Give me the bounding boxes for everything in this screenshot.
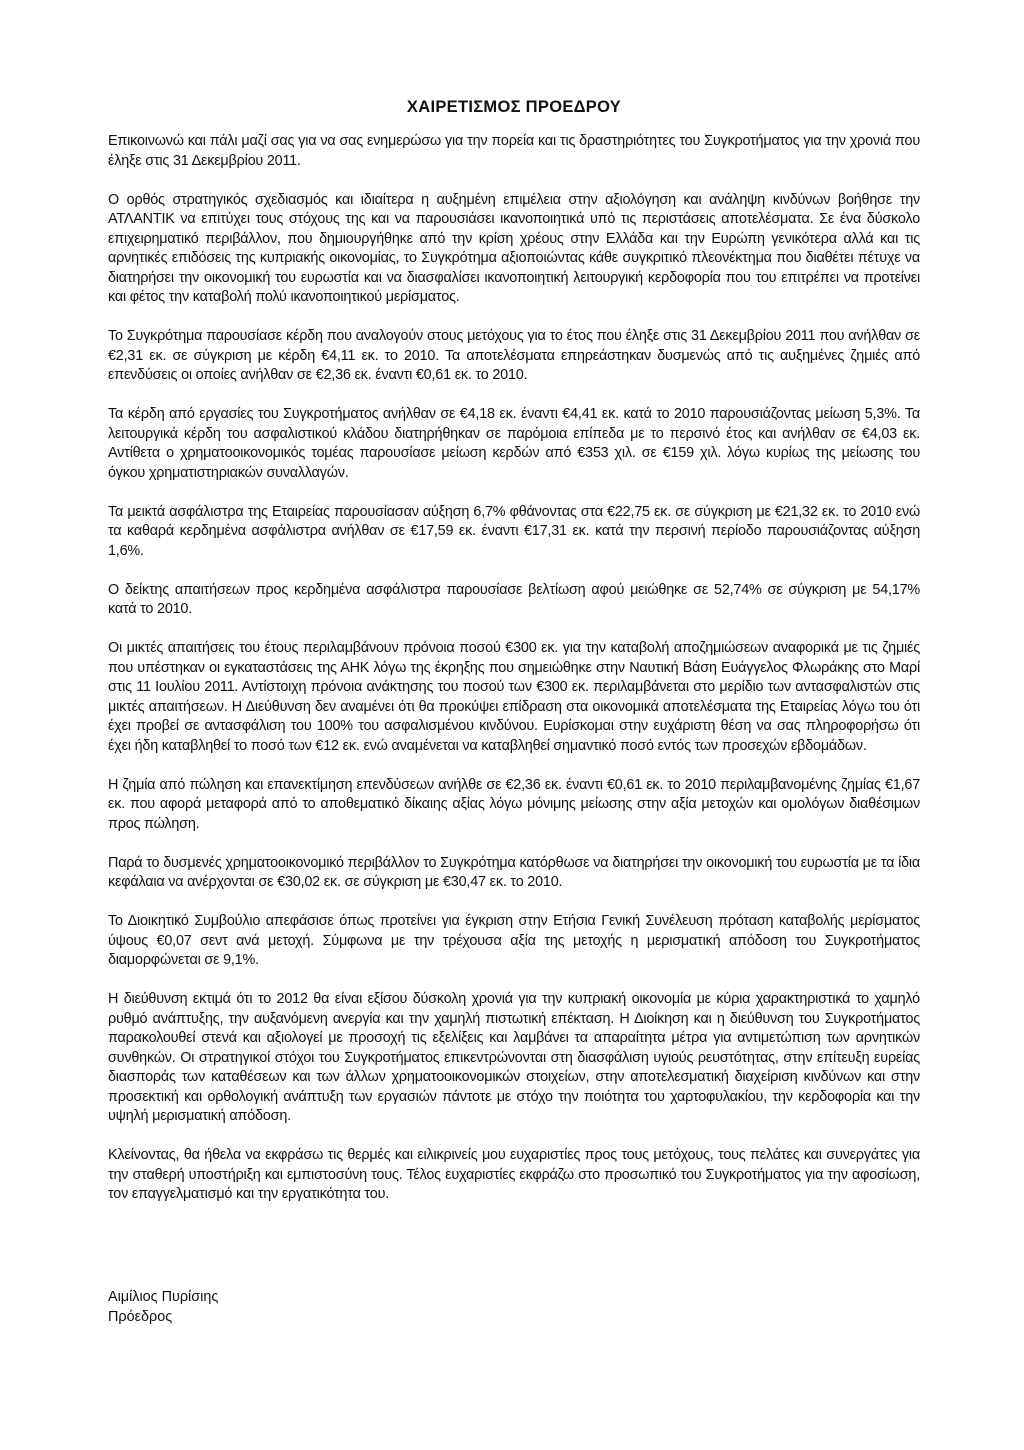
paragraph-gross-claims: Οι μικτές απαιτήσεις του έτους περιλαμβάνουν πρόνοια ποσού €300 εκ. για την καταβολή αποζημιώσεων αναφορικά με τις ζημιές που υπέστηκαν οι εγκαταστάσεις της ΑΗΚ λόγω της έκρηξης που σημειώθηκε στην Ναυτική Βάση Ευάγγελος Φλωράκης στο Μαρί στις 11 Ιουλίου 2011. Αντίστοιχη πρόνοια ανάκτησης του ποσού των €300 εκ. περιλαμβάνεται στο μερίδιο των αντασφαλιστών στις μικτές απαιτήσεων. Η Διεύθυνση δεν αναμένει ότι θα προκύψει επίδραση στα οικονομικά αποτελέσματα της Εταιρείας λόγω του ότι έχει προβεί σε αντασφάλιση του 100% του ασφαλισμένου κινδύνου. Ευρίσκομαι στην ευχάριστη θέση να σας πληροφορήσω ότι έχει ήδη καταβληθεί το ποσό των €12 εκ. ενώ αναμένεται να καταβληθεί σημαντικό ποσό εντός των προσεχών εβδομάδων. — [108, 640, 920, 754]
signatory-name: Αιμίλιος Πυρίσιης — [108, 1289, 219, 1305]
paragraph-intro: Επικοινωνώ και πάλι μαζί σας για να σας ενημερώσω για την πορεία και τις δραστηριότητες του Συγκροτήματος για την χρονιά που έληξε στις 31 Δεκεμβρίου 2011. — [108, 133, 920, 169]
paragraph-strategy: Ο ορθός στρατηγικός σχεδιασμός και ιδιαίτερα η αυξημένη επιμέλεια στην αξιολόγηση και ανάληψη κινδύνων βοήθησε την ΑΤΛΑΝΤΙΚ να επιτύχει τους στόχους της και να παρουσιάσει ικανοποιητικά υπό τις περιστάσεις αποτελέσματα. Σε ένα δύσκολο επιχειρηματικό περιβάλλον, που δημιουργήθηκε από την κρίση χρέους στην Ελλάδα και την Ευρώπη γενικότερα αλλά και τις αρνητικές επιδόσεις της κυπριακής οικονομίας, το Συγκρότημα αξιοποιώντας κάθε συγκριτικό πλεονέκτημα που διαθέτει πέτυχε να διατηρήσει την οικονομική του ευρωστία και να διασφαλίσει ικανοποιητική λειτουργική κερδοφορία που του επιτρέπει να προτείνει και φέτος την καταβολή πολύ ικανοποιητικού μερίσματος. — [108, 191, 920, 305]
paragraph-dividend: Το Διοικητικό Συμβούλιο απεφάσισε όπως προτείνει για έγκριση στην Ετήσια Γενική Συνέλευση πρόταση καταβολής μερίσματος ύψους €0,07 σεντ ανά μετοχή. Σύμφωνα με την τρέχουσα αξία της μετοχής η μερισματική απόδοση του Συγκροτήματος διαμορφώνεται σε 9,1%. — [108, 913, 920, 968]
paragraph-premiums: Τα μεικτά ασφάλιστρα της Εταιρείας παρουσίασαν αύξηση 6,7% φθάνοντας στα €22,75 εκ. σε σύγκριση με €21,32 εκ. το 2010 ενώ τα καθαρά κερδημένα ασφάλιστρα ανήλθαν σε €17,59 εκ. έναντι €17,31 εκ. κατά την περσινή περίοδο παρουσιάζοντας αύξηση 1,6%. — [108, 503, 920, 559]
paragraph-investment-loss: Η ζημία από πώληση και επανεκτίμηση επενδύσεων ανήλθε σε €2,36 εκ. έναντι €0,61 εκ. το 2010 περιλαμβανομένης ζημίας €1,67 εκ. που αφορά μεταφορά από το αποθεματικό δίκαιης αξίας λόγω μόνιμης μείωσης στην αξία μετοχών και ομολόγων διαθέσιμων προς πώληση. — [108, 776, 920, 832]
document-title: ΧΑΙΡΕΤΙΣΜΟΣ ΠΡΟΕΔΡΟΥ — [406, 98, 622, 116]
paragraph-claims-ratio: Ο δείκτης απαιτήσεων προς κερδημένα ασφάλιστρα παρουσίασε βελτίωση αφού μειώθηκε σε 52,74% σε σύγκριση με 54,17% κατά το 2010. — [108, 581, 920, 617]
paragraph-profit: Το Συγκρότημα παρουσίασε κέρδη που αναλογούν στους μετόχους για το έτος που έληξε στις 31 Δεκεμβρίου 2011 που ανήλθαν σε €2,31 εκ. σε σύγκριση με κέρδη €4,11 εκ. το 2010. Τα αποτελέσματα επηρεάστηκαν δυσμενώς από τις αυξημένες ζημιές από επενδύσεις οι οποίες ανήλθαν σε €2,36 εκ. έναντι €0,61 εκ. το 2010. — [108, 328, 920, 383]
paragraph-equity: Παρά το δυσμενές χρηματοοικονομικό περιβάλλον το Συγκρότημα κατόρθωσε να διατηρήσει την οικονομική του ευρωστία με τα ίδια κεφάλαια να ανέρχονται σε €30,02 εκ. σε σύγκριση με €30,47 εκ. το 2010. — [108, 854, 920, 890]
signature-block — [108, 1288, 218, 1327]
document-page — [108, 96, 920, 1224]
paragraph-outlook: Η διεύθυνση εκτιμά ότι το 2012 θα είναι εξίσου δύσκολη χρονιά για την κυπριακή οικονομία με κύρια χαρακτηριστικά το χαμηλό ρυθμό ανάπτυξης, την αυξανόμενη ανεργία και την χαμηλή πιστωτική επέκταση. Η Διοίκηση και η διεύθυνση του Συγκροτήματος παρακολουθεί στενά και αξιολογεί με προσοχή τις εξελίξεις και λαμβάνει τα απαραίτητα μέτρα για αντιμετώπιση των αρνητικών συνθηκών. Οι στρατηγικοί στόχοι του Συγκροτήματος επικεντρώνονται στη διασφάλιση υγιούς ρευστότητας, στην επίτευξη ευρείας διασποράς των καταθέσεων και των άλλων χρηματοοικονομικών στοιχείων, στην αποτελεσματική διαχείριση κινδύνων και στην προσεκτική και ορθολογική ανάπτυξη των εργασιών πάντοτε με στόχο την ποιότητα του χαρτοφυλακίου, την κερδοφορία και την υψηλή μερισματική απόδοση. — [108, 991, 920, 1124]
signatory-role: Πρόεδρος — [108, 1308, 173, 1325]
paragraph-closing: Κλείνοντας, θα ήθελα να εκφράσω τις θερμές και ειλικρινείς μου ευχαριστίες προς τους μετόχους, τους πελάτες και συνεργάτες για την σταθερή υποστήριξη και εμπιστοσύνη τους. Τέλος ευχαριστίες εκφράζω στο προσωπικό του Συγκροτήματος για την αφοσίωση, τον επαγγελματισμό και την εργατικότητα του. — [108, 1147, 920, 1202]
paragraph-operations: Τα κέρδη από εργασίες του Συγκροτήματος ανήλθαν σε €4,18 εκ. έναντι €4,41 εκ. κατά το 2010 παρουσιάζοντας μείωση 5,3%. Τα λειτουργικά κέρδη του ασφαλιστικού κλάδου διατηρήθηκαν σε παρόμοια επίπεδα με το περσινό έτος και ανήλθαν σε €4,03 εκ. Αντίθετα ο χρηματοοικονομικός τομέας παρουσίασε μείωση κερδών από €353 χιλ. σε €159 χιλ. λόγω κυρίως της μείωσης του όγκου χρηματιστηριακών συναλλαγών. — [108, 406, 920, 481]
